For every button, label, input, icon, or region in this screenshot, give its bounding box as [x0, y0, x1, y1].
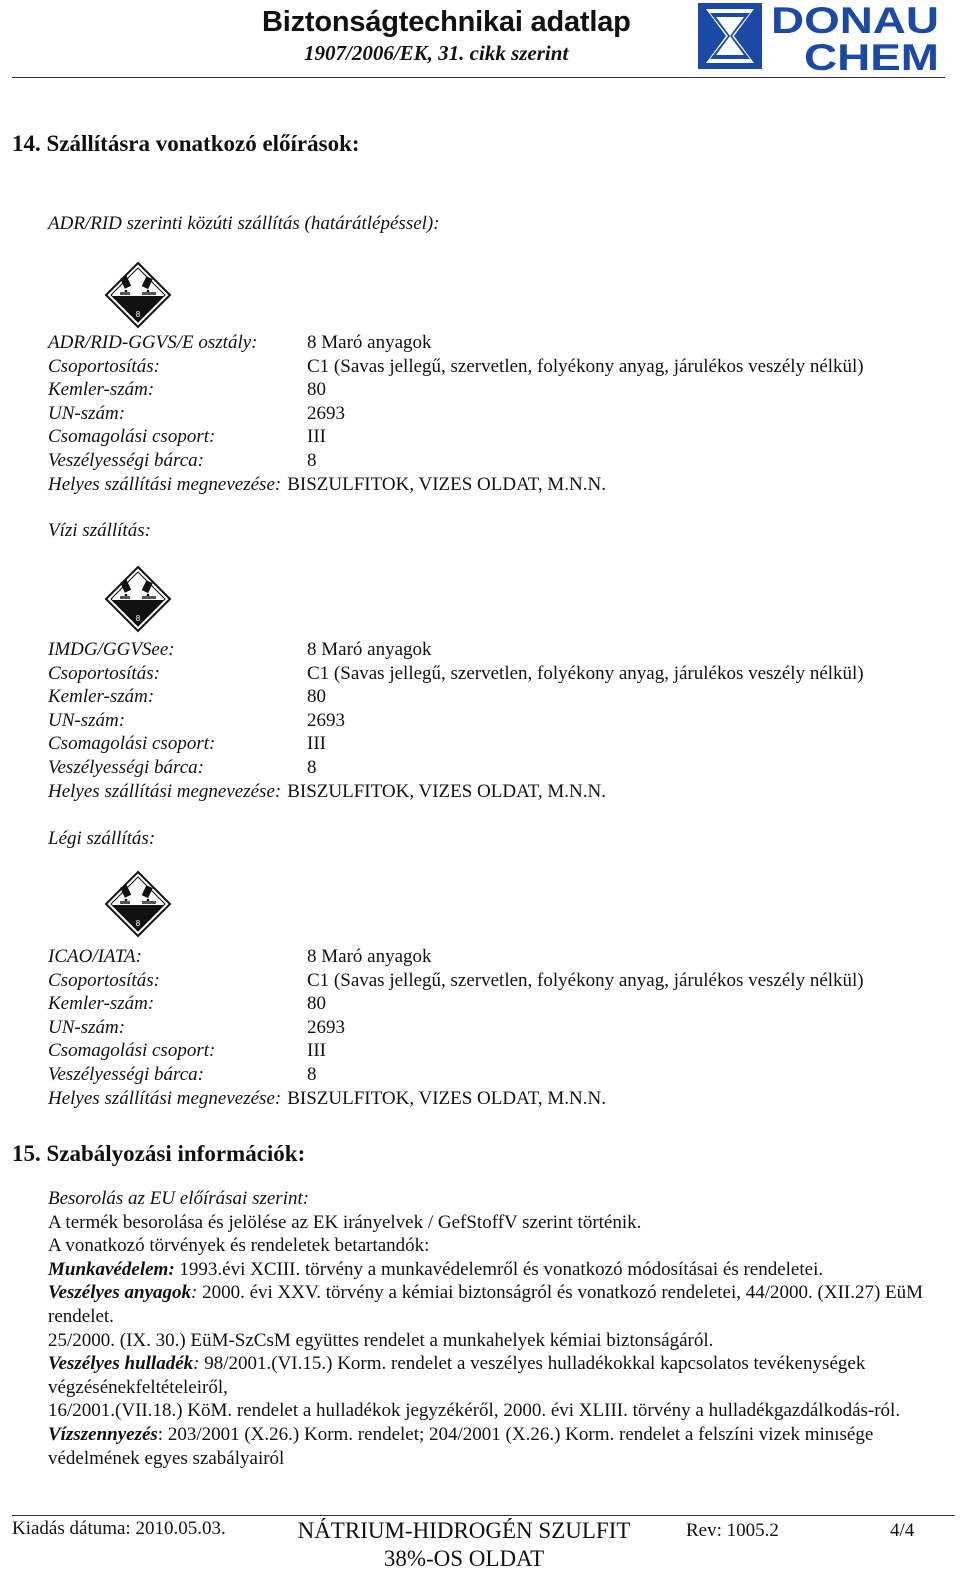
field-value: BISZULFITOK, VIZES OLDAT, M.N.N.: [287, 1087, 606, 1109]
detail-row: [48, 945, 928, 969]
detail-row: [48, 662, 928, 686]
eu-classification-title: Besorolás az EU előírásai szerint:: [48, 1188, 310, 1209]
detail-row: [48, 709, 928, 733]
detail-row: [48, 331, 928, 355]
field-value: 8 Maró anyagok: [307, 332, 432, 353]
field-value: 2693: [307, 402, 345, 424]
corrosive-hazard-icon: [104, 565, 172, 633]
road-transport-details: [48, 331, 928, 496]
field-label: Veszélyességi bárca:: [48, 1063, 204, 1085]
svg-text:8: 8: [135, 310, 141, 319]
section-14-heading: 14. Szállításra vonatkozó előírások:: [12, 131, 360, 156]
water-pollution-paragraph: [48, 1423, 948, 1470]
waste-list-decree: 16/2001.(VII.18.) KöM. rendelet a hulladékok jegyzékéről, 2000. évi XLIII. törvény a hulladékgazdálkodás-ról.: [48, 1400, 901, 1422]
field-label: UN-szám:: [48, 402, 126, 424]
product-name: NÁTRIUM-HIDROGÉN SZULFIT 38%-OS OLDAT: [297, 1518, 631, 1571]
hazardous-waste-paragraph: [48, 1352, 948, 1399]
field-value: BISZULFITOK, VIZES OLDAT, M.N.N.: [287, 780, 606, 802]
detail-row: [48, 449, 928, 473]
corrosive-hazard-icon: [104, 261, 172, 329]
logo-text-chem: CHEM: [804, 37, 939, 73]
detail-row: [48, 992, 928, 1016]
field-label: Kemler-szám:: [48, 686, 155, 708]
field-label: Helyes szállítási megnevezése:: [48, 473, 282, 495]
field-value: III: [307, 1040, 326, 1062]
field-label: Csomagolási csoport:: [48, 1040, 216, 1062]
applicable-laws-text: A vonatkozó törvények és rendeletek betartandók:: [48, 1235, 430, 1257]
field-label: ICAO/IATA:: [48, 946, 142, 967]
field-label: Csomagolási csoport:: [48, 733, 216, 755]
air-transport-title: Légi szállítás:: [48, 828, 156, 849]
footer-divider: [12, 1515, 955, 1516]
field-label: Veszélyességi bárca:: [48, 449, 204, 471]
field-label: IMDG/GGVSee:: [48, 639, 175, 660]
field-value: C1 (Savas jellegű, szervetlen, folyékony anyag, járulékos veszély nélkül): [307, 355, 864, 377]
water-transport-details: [48, 638, 928, 803]
field-value: C1 (Savas jellegű, szervetlen, folyékony anyag, járulékos veszély nélkül): [307, 969, 864, 991]
detail-row: [48, 355, 928, 379]
detail-row: [48, 638, 928, 662]
field-label: Csomagolási csoport:: [48, 426, 216, 448]
classification-text: A termék besorolása és jelölése az EK irányelvek / GefStoffV szerint történik.: [48, 1211, 642, 1233]
paragraph-text: Vízszennyezés: [48, 1423, 158, 1445]
detail-row: [48, 378, 928, 402]
detail-row: [48, 780, 928, 804]
field-label: Kemler-szám:: [48, 379, 155, 401]
svg-text:8: 8: [135, 919, 141, 928]
detail-row: [48, 473, 928, 497]
occupational-safety-paragraph: [48, 1258, 948, 1282]
detail-row: [48, 685, 928, 709]
detail-row: [48, 1039, 928, 1063]
paragraph-text: Munkavédelem:: [48, 1258, 175, 1280]
paragraph-text: Veszélyes hulladék: [48, 1353, 194, 1375]
detail-row: [48, 402, 928, 426]
field-value: 8: [307, 449, 317, 471]
hazardous-substances-paragraph: [48, 1281, 948, 1328]
document-title: Biztonságtechnikai adatlap: [262, 6, 631, 38]
paragraph-text: :: [193, 1353, 200, 1375]
donau-chem-logo: [696, 1, 944, 73]
header-divider: [12, 77, 945, 78]
detail-row: [48, 969, 928, 993]
field-label: Helyes szállítási megnevezése:: [48, 1087, 282, 1109]
svg-text:8: 8: [135, 614, 141, 623]
detail-row: [48, 1016, 928, 1040]
field-value: C1 (Savas jellegű, szervetlen, folyékony anyag, járulékos veszély nélkül): [307, 662, 864, 684]
field-value: III: [307, 426, 326, 448]
paragraph-text: :: [191, 1282, 198, 1304]
detail-row: [48, 732, 928, 756]
field-label: Csoportosítás:: [48, 662, 160, 684]
detail-row: [48, 425, 928, 449]
field-label: Veszélyességi bárca:: [48, 756, 204, 778]
detail-row: [48, 1087, 928, 1111]
field-value: 8: [307, 1063, 317, 1085]
field-value: 8 Maró anyagok: [307, 639, 432, 660]
paragraph-text: 2000. évi XXV. törvény a kémiai biztonságról és vonatkozó rendeletei, 44/2000. (XII.27) EüM rendelet.: [48, 1282, 924, 1327]
regulatory-info: [48, 1187, 948, 1470]
paragraph-text: Veszélyes anyagok: [48, 1282, 192, 1304]
field-label: UN-szám:: [48, 1016, 126, 1038]
field-value: 2693: [307, 1016, 345, 1038]
chemical-safety-decree: 25/2000. (IX. 30.) EüM-SzCsM együttes rendelet a munkahelyek kémiai biztonságáról.: [48, 1329, 714, 1351]
field-value: 2693: [307, 709, 345, 731]
field-label: Kemler-szám:: [48, 993, 155, 1015]
document-subtitle: 1907/2006/EK, 31. cikk szerint: [304, 41, 569, 65]
logo-text-donau: DONAU: [771, 1, 939, 41]
detail-row: [48, 756, 928, 780]
page-number: 4/4: [890, 1520, 915, 1541]
field-value: 8: [307, 756, 317, 778]
field-value: 80: [307, 686, 326, 708]
issue-date: Kiadás dátuma: 2010.05.03.: [12, 1518, 226, 1539]
paragraph-text: 1993.évi XCIII. törvény a munkavédelemről és vonatkozó módosításai és rendeletei.: [174, 1258, 824, 1280]
revision: Rev: 1005.2: [686, 1520, 779, 1541]
paragraph-text: : 203/2001 (X.26.) Korm. rendelet; 204/2001 (X.26.) Korm. rendelet a felszíni vizek minısége védelmének egyes szabályairól: [48, 1423, 874, 1469]
detail-row: [48, 1063, 928, 1087]
field-value: 8 Maró anyagok: [307, 946, 432, 967]
air-transport-details: [48, 945, 928, 1110]
field-label: Csoportosítás:: [48, 969, 160, 991]
field-label: ADR/RID-GGVS/E osztály:: [48, 332, 258, 353]
road-transport-title: ADR/RID szerinti közúti szállítás (határátlépéssel):: [48, 213, 440, 234]
water-transport-title: Vízi szállítás:: [48, 520, 151, 541]
field-value: 80: [307, 379, 326, 401]
field-value: 80: [307, 993, 326, 1015]
paragraph-text: 98/2001.(VI.15.) Korm. rendelet a veszélyes hulladékokkal kapcsolatos tevékenységek végzésénekfeltételeiről,: [48, 1353, 866, 1398]
corrosive-hazard-icon: [104, 870, 172, 938]
section-15-heading: 15. Szabályozási információk:: [12, 1141, 306, 1166]
field-label: Helyes szállítási megnevezése:: [48, 780, 282, 802]
field-label: Csoportosítás:: [48, 355, 160, 377]
field-value: III: [307, 733, 326, 755]
field-value: BISZULFITOK, VIZES OLDAT, M.N.N.: [287, 473, 606, 495]
field-label: UN-szám:: [48, 709, 126, 731]
